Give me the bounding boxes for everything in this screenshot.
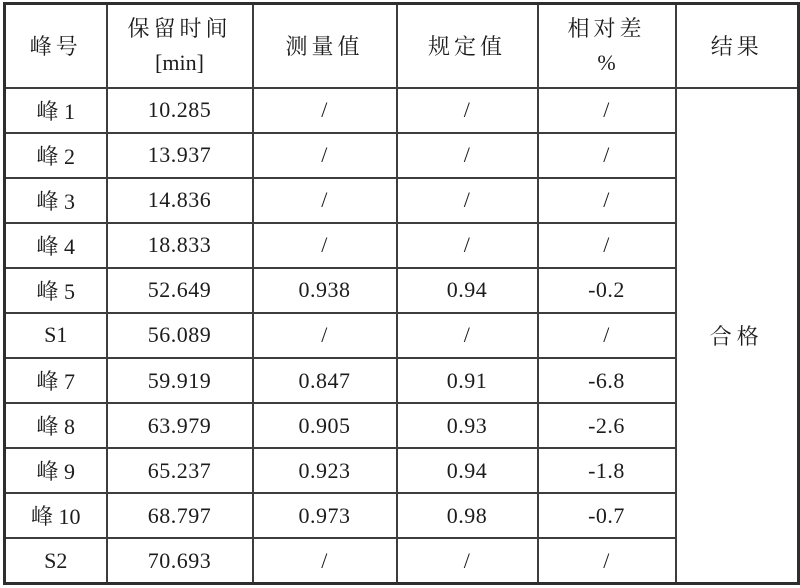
- relative-diff-cell: -6.8: [538, 358, 676, 403]
- peak-cell: 峰 5: [5, 268, 107, 313]
- retention-cell: 18.833: [107, 223, 253, 268]
- relative-diff-cell: /: [538, 88, 676, 133]
- peak-cell: 峰 7: [5, 358, 107, 403]
- peak-cell: S2: [5, 538, 107, 583]
- retention-cell: 13.937: [107, 133, 253, 178]
- header-relative-difference-label: 相对差: [567, 15, 646, 41]
- measured-cell: /: [253, 313, 397, 358]
- peak-cell: 峰 2: [5, 133, 107, 178]
- header-result: 结果: [676, 4, 799, 88]
- measured-cell: 0.905: [253, 403, 397, 448]
- specified-cell: /: [397, 223, 538, 268]
- peak-results-table: [3, 2, 800, 585]
- table-row: [5, 88, 799, 133]
- specified-cell: /: [397, 178, 538, 223]
- measured-cell: /: [253, 133, 397, 178]
- measured-cell: 0.938: [253, 268, 397, 313]
- retention-cell: 68.797: [107, 493, 253, 538]
- retention-cell: 56.089: [107, 313, 253, 358]
- header-retention-time-unit: [min]: [155, 49, 204, 75]
- relative-diff-cell: -1.8: [538, 448, 676, 493]
- measured-cell: /: [253, 538, 397, 583]
- relative-diff-cell: -0.7: [538, 493, 676, 538]
- specified-cell: /: [397, 538, 538, 583]
- header-row: [5, 4, 799, 88]
- retention-cell: 14.836: [107, 178, 253, 223]
- relative-diff-cell: /: [538, 133, 676, 178]
- relative-diff-cell: -0.2: [538, 268, 676, 313]
- retention-cell: 59.919: [107, 358, 253, 403]
- retention-cell: 65.237: [107, 448, 253, 493]
- specified-cell: 0.94: [397, 268, 538, 313]
- result-cell: 合格: [676, 88, 799, 584]
- header-retention-time: [107, 4, 253, 88]
- peak-cell: 峰 3: [5, 178, 107, 223]
- specified-cell: 0.93: [397, 403, 538, 448]
- peak-cell: 峰 10: [5, 493, 107, 538]
- peak-cell: 峰 9: [5, 448, 107, 493]
- retention-cell: 63.979: [107, 403, 253, 448]
- specified-cell: 0.91: [397, 358, 538, 403]
- peak-cell: 峰 4: [5, 223, 107, 268]
- header-specified-value: 规定值: [397, 4, 538, 88]
- header-relative-difference-unit: %: [597, 49, 616, 75]
- measured-cell: 0.973: [253, 493, 397, 538]
- relative-diff-cell: /: [538, 313, 676, 358]
- relative-diff-cell: /: [538, 178, 676, 223]
- measured-cell: /: [253, 223, 397, 268]
- relative-diff-cell: -2.6: [538, 403, 676, 448]
- relative-diff-cell: /: [538, 538, 676, 583]
- measured-cell: 0.847: [253, 358, 397, 403]
- specified-cell: /: [397, 133, 538, 178]
- retention-cell: 10.285: [107, 88, 253, 133]
- relative-diff-cell: /: [538, 223, 676, 268]
- measured-cell: /: [253, 178, 397, 223]
- header-peak-number: 峰号: [5, 4, 107, 88]
- retention-cell: 70.693: [107, 538, 253, 583]
- peak-cell: 峰 8: [5, 403, 107, 448]
- header-retention-time-label: 保留时间: [127, 15, 232, 41]
- header-relative-difference: [538, 4, 676, 88]
- specified-cell: /: [397, 313, 538, 358]
- peak-cell: 峰 1: [5, 88, 107, 133]
- measured-cell: 0.923: [253, 448, 397, 493]
- specified-cell: /: [397, 88, 538, 133]
- specified-cell: 0.94: [397, 448, 538, 493]
- peak-cell: S1: [5, 313, 107, 358]
- measured-cell: /: [253, 88, 397, 133]
- header-measured-value: 测量值: [253, 4, 397, 88]
- specified-cell: 0.98: [397, 493, 538, 538]
- retention-cell: 52.649: [107, 268, 253, 313]
